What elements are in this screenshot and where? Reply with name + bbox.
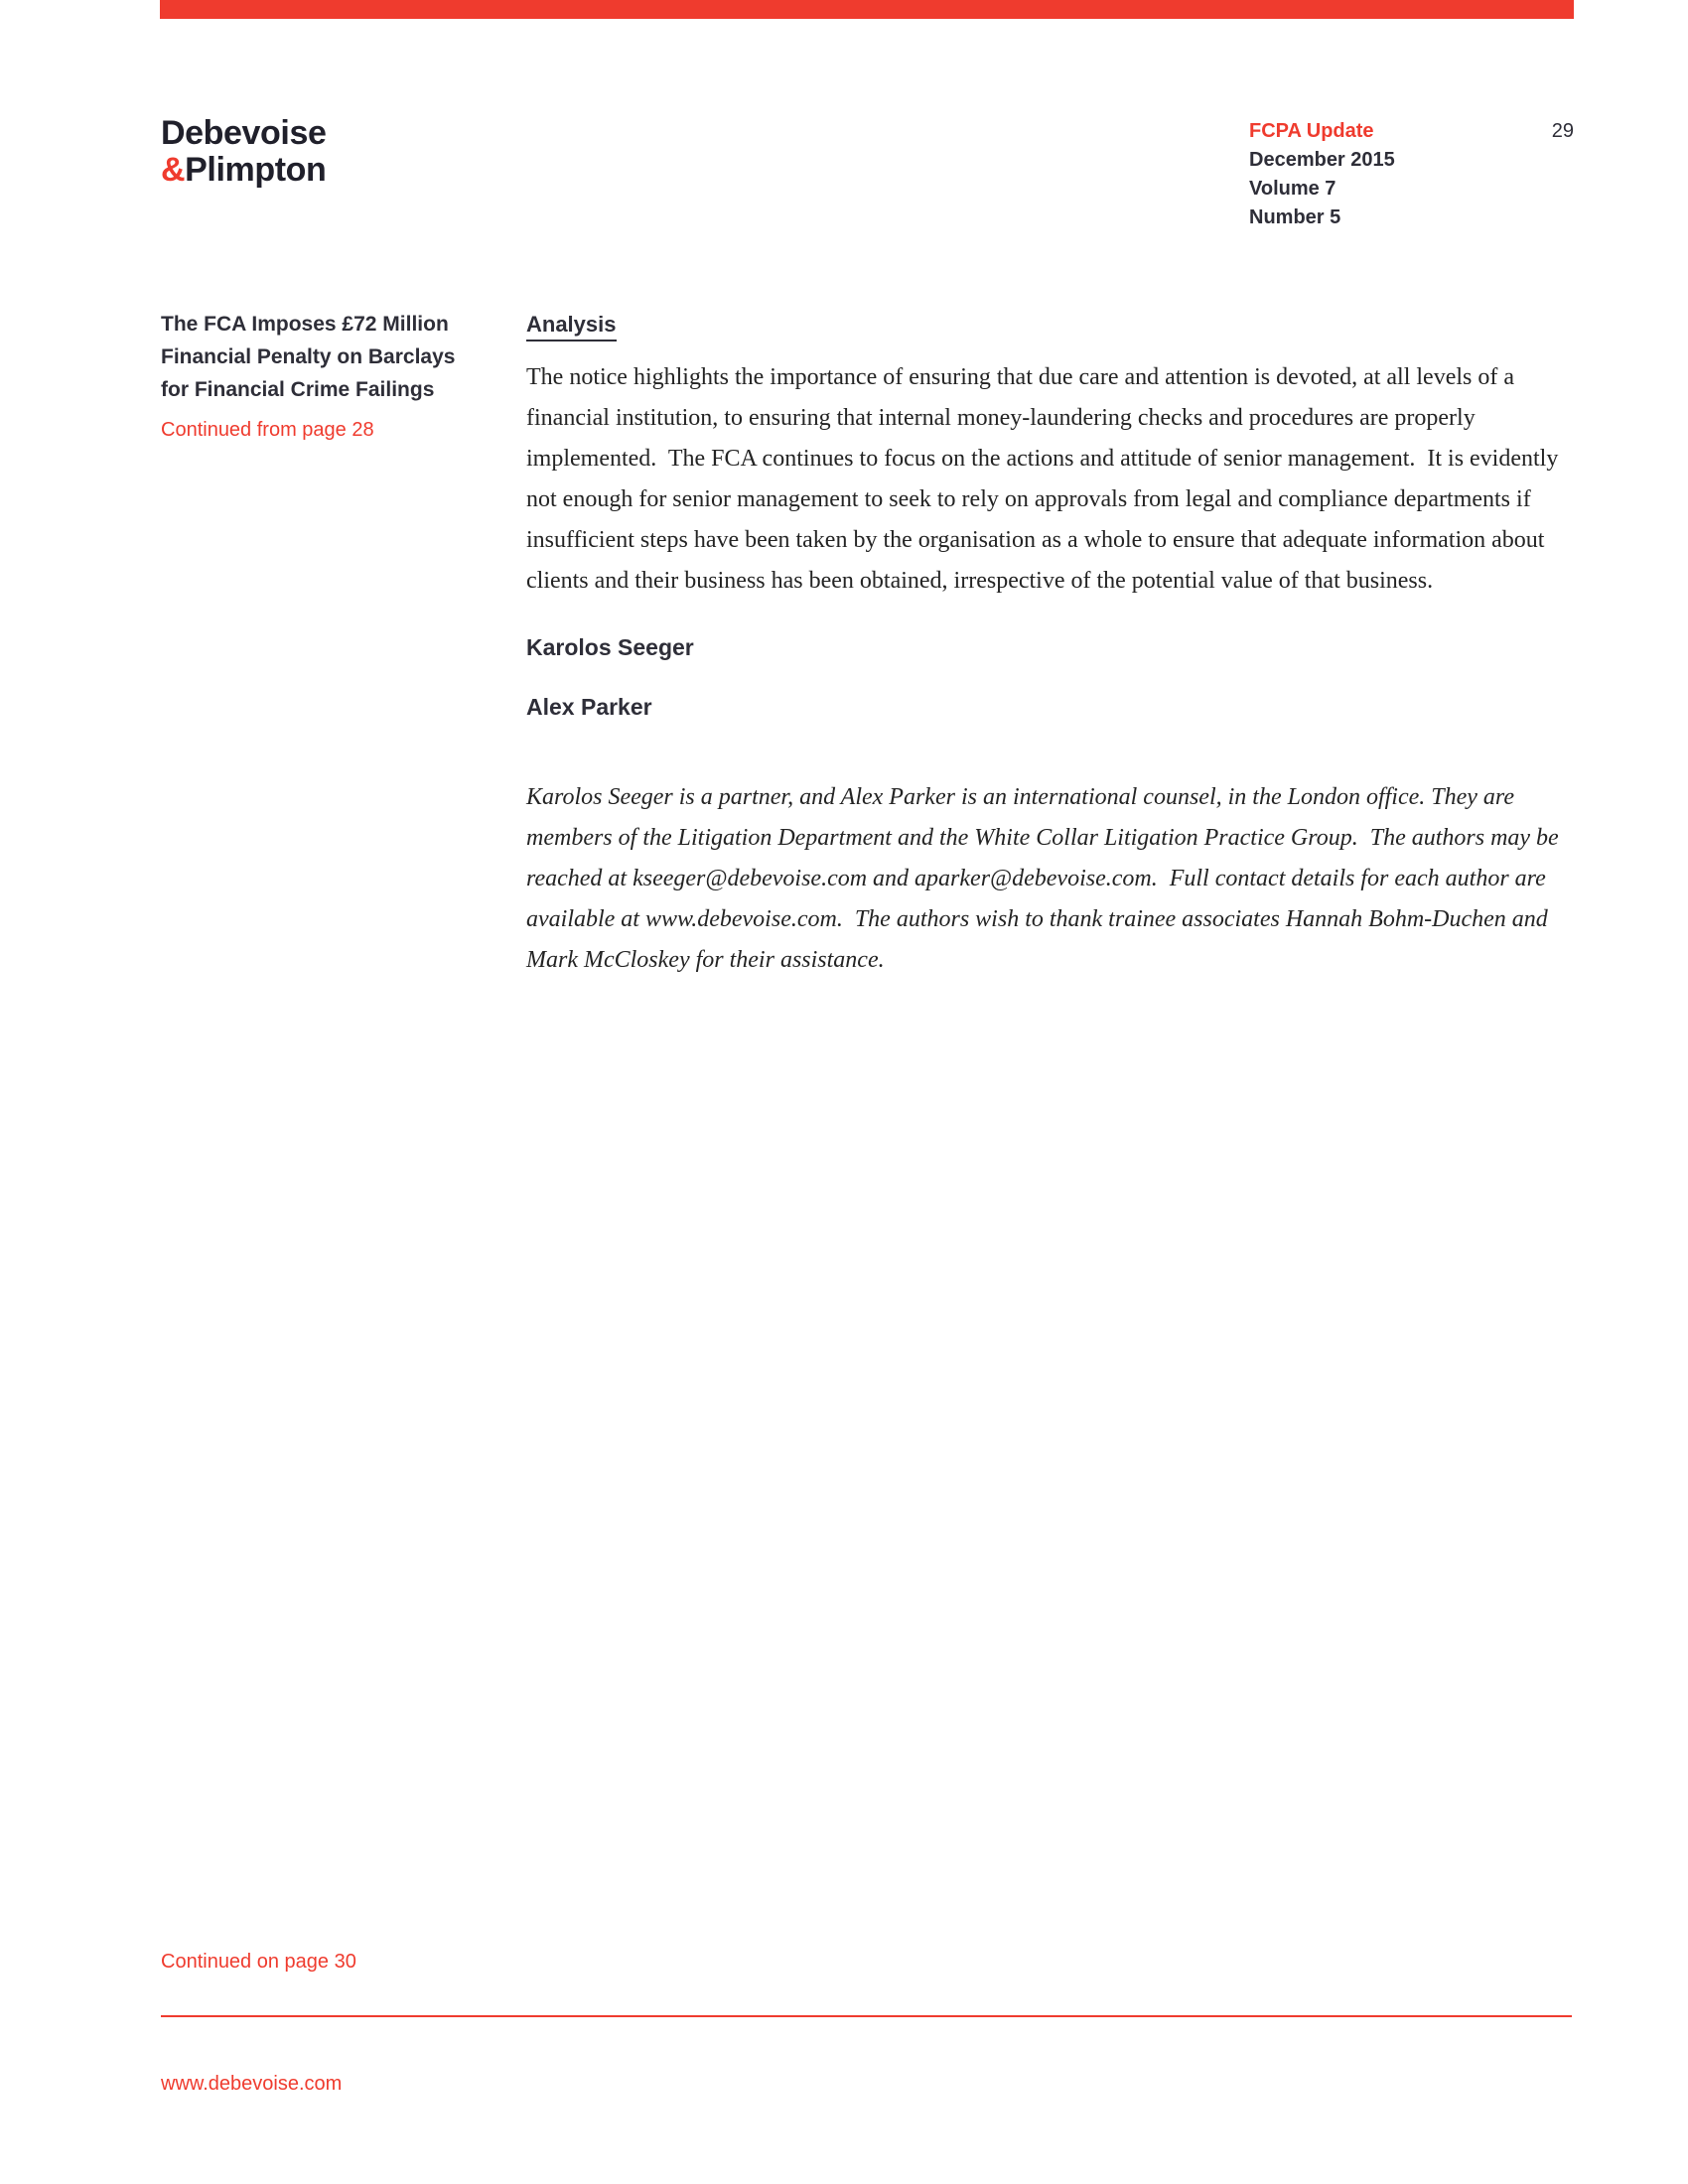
author-name-alex-parker: Alex Parker <box>526 694 652 720</box>
issue-number: Number 5 <box>1249 206 1341 228</box>
author-email-kseeger-link[interactable]: kseeger@debevoise.com <box>633 866 868 891</box>
author-name-karolos-seeger: Karolos Seeger <box>526 634 694 660</box>
bio-text: . Full contact details for each author are available at <box>526 866 1552 932</box>
logo-line2: &Plimpton <box>161 151 327 189</box>
top-accent-bar <box>160 0 1574 19</box>
bio-text: and <box>867 866 915 891</box>
page-number: 29 <box>1551 120 1574 142</box>
main-content <box>526 312 1571 981</box>
footer-divider <box>161 2015 1572 2017</box>
continued-from-link[interactable]: Continued from page 28 <box>161 419 374 441</box>
issue-date: December 2015 <box>1249 149 1395 171</box>
author-bio <box>526 777 1571 981</box>
continued-on-link[interactable]: Continued on page 30 <box>161 1951 356 1973</box>
footer-website-link[interactable]: www.debevoise.com <box>161 2073 343 2095</box>
debevoise-plimpton-logo <box>161 115 326 189</box>
article-sidebar <box>161 308 489 444</box>
bio-text: . The authors wish to thank trainee associates Hannah Bohm-Duchen and Mark McCloskey for their assistance. <box>526 906 1554 973</box>
bio-website-link[interactable]: www.debevoise.com <box>644 906 837 932</box>
logo-ampersand: & <box>161 151 186 189</box>
analysis-paragraph: The notice highlights the importance of ensuring that due care and attention is devoted, at all levels of a financial institution, to ensuring that internal money-laundering checks and procedures are properly implemented. The FCA continues to focus on the actions and attitude of senior management. It is evidently not enough for senior management to seek to rely on approvals from legal and compliance departments if insufficient steps have been taken by the organisation as a whole to ensure that adequate information about clients and their business has been obtained, irrespective of the potential value of that business. <box>526 364 1565 594</box>
author-email-aparker-link[interactable]: aparker@debevoise.com <box>914 866 1152 891</box>
bio-text: Karolos Seeger is a partner, and Alex Parker is an international counsel, in the London office. They are members of the Litigation Department and the White Collar Litigation Practice Group. The authors may be reached at <box>526 784 1565 891</box>
issue-volume: Volume 7 <box>1249 178 1336 200</box>
article-title: The FCA Imposes £72 Million Financial Penalty on Barclays for Financial Crime Failings <box>161 313 456 401</box>
issue-info <box>1249 117 1395 232</box>
publication-title: FCPA Update <box>1249 120 1374 142</box>
logo-line1: Debevoise <box>161 114 327 152</box>
analysis-heading: Analysis <box>526 312 617 341</box>
